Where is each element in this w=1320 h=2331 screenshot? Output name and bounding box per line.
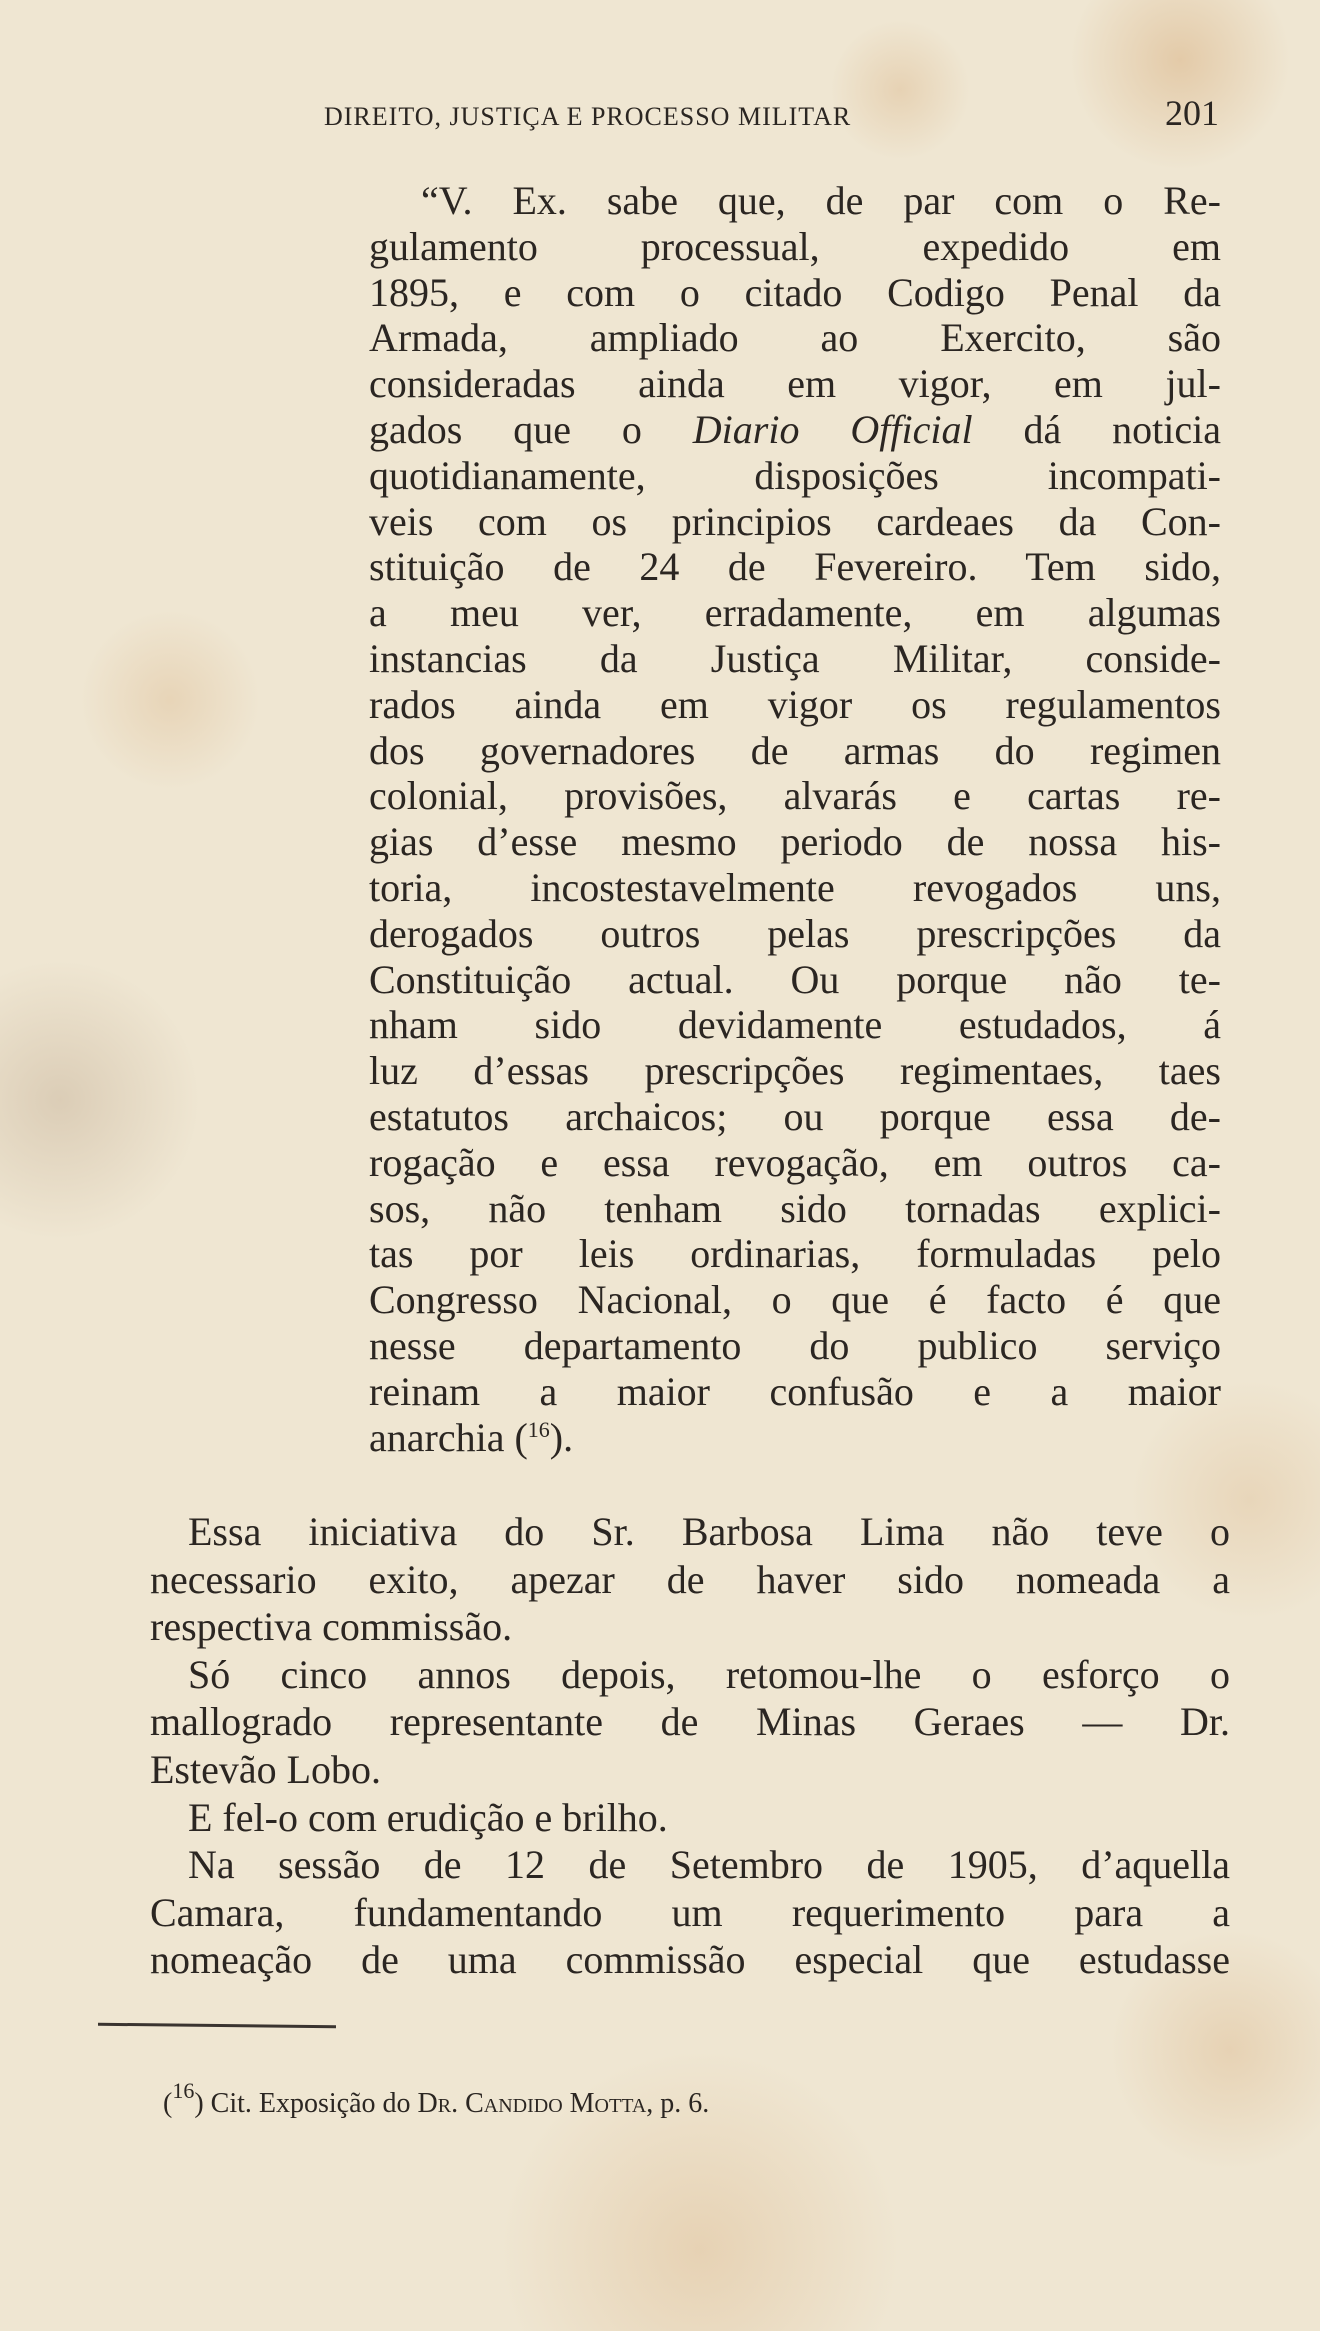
quote-line: luz d’essas prescripções regimentaes, taes: [369, 1048, 1221, 1094]
quote-line: [369, 407, 1221, 453]
quote-line: 1895, e com o citado Codigo Penal da: [369, 269, 1221, 315]
footnote-divider: [98, 2023, 336, 2028]
footnote-author-name: Candido Motta: [458, 2088, 647, 2119]
quote-line: Congresso Nacional, o que é facto é que: [369, 1277, 1221, 1323]
quote-line: a meu ver, erradamente, em algumas: [369, 590, 1221, 636]
quote-line: gulamento processual, expedido em: [369, 223, 1221, 269]
body-line: Só cinco annos depois, retomou-lhe o esforço o: [188, 1651, 1230, 1697]
footnote-text: Cit. Exposição do: [203, 2088, 418, 2119]
footnote-text: , p. 6.: [646, 2088, 710, 2119]
quote-line: Armada, ampliado ao Exercito, são: [369, 315, 1221, 361]
quote-line: instancias da Justiça Militar, conside-: [369, 635, 1221, 681]
quote-text: anarchia (: [369, 1414, 528, 1460]
quote-line: colonial, provisões, alvarás e cartas re-: [369, 773, 1221, 819]
quote-line: rados ainda em vigor os regulamentos: [369, 681, 1221, 727]
body-line: Essa iniciativa do Sr. Barbosa Lima não teve o: [188, 1509, 1230, 1554]
quote-line: quotidianamente, disposições incompati-: [369, 452, 1221, 498]
quote-line: reinam a maior confusão e a maior: [369, 1368, 1221, 1414]
footnote: [163, 2078, 710, 2120]
body-line: respectiva commissão.: [150, 1604, 513, 1650]
quote-line: rogação e essa revogação, em outros ca-: [369, 1139, 1221, 1185]
body-line: nomeação de uma commissão especial que estudasse: [150, 1937, 1230, 1983]
body-text: [150, 1508, 1230, 1984]
quote-text: dá noticia: [972, 406, 1222, 452]
quote-line: nham sido devidamente estudados, á: [369, 1002, 1221, 1048]
quote-line: “V. Ex. sabe que, de par com o Re-: [421, 178, 1221, 223]
quote-line: tas por leis ordinarias, formuladas pelo: [369, 1231, 1221, 1277]
italic-title: Diario Official: [692, 406, 973, 452]
footnote-author-title: Dr.: [417, 2088, 459, 2119]
quote-line: [369, 1415, 1221, 1461]
running-header: [324, 92, 1219, 134]
footnote-marker: 16: [172, 2078, 195, 2103]
quote-line: consideradas ainda em vigor, em jul-: [369, 361, 1221, 407]
quote-text: gados que o: [369, 406, 693, 452]
quote-line: stituição de 24 de Fevereiro. Tem sido,: [369, 544, 1221, 590]
body-line: mallogrado representante de Minas Geraes — Dr.: [150, 1699, 1230, 1745]
body-line: E fel-o com erudição e brilho.: [188, 1794, 668, 1840]
running-title: DIREITO, JUSTIÇA E PROCESSO MILITAR: [324, 102, 852, 131]
footnote-marker-close: ): [194, 2088, 204, 2119]
block-quote: [369, 178, 1221, 1460]
body-line: necessario exito, apezar de haver sido nomeada a: [150, 1556, 1230, 1602]
quote-line: gias d’esse mesmo periodo de nossa his-: [369, 819, 1221, 865]
footnote-marker-open: (: [163, 2088, 173, 2119]
quote-line: toria, incostestavelmente revogados uns,: [369, 864, 1221, 910]
page-number: 201: [1165, 93, 1219, 133]
quote-line: estatutos archaicos; ou porque essa de-: [369, 1093, 1221, 1139]
quote-line: sos, não tenham sido tornadas explici-: [369, 1185, 1221, 1231]
quote-line: veis com os principios cardeaes da Con-: [369, 498, 1221, 544]
body-line: Camara, fundamentando um requerimento para a: [150, 1889, 1230, 1935]
quote-text: ).: [549, 1414, 574, 1460]
quote-line: nesse departamento do publico serviço: [369, 1322, 1221, 1368]
quote-line: Constituição actual. Ou porque não te-: [369, 956, 1221, 1002]
body-line: Estevão Lobo.: [150, 1746, 382, 1792]
quote-line: derogados outros pelas prescripções da: [369, 910, 1221, 956]
quote-line: dos governadores de armas do regimen: [369, 727, 1221, 773]
footnote-reference: 16: [527, 1416, 550, 1442]
body-line: Na sessão de 12 de Setembro de 1905, d’aquella: [188, 1842, 1230, 1888]
